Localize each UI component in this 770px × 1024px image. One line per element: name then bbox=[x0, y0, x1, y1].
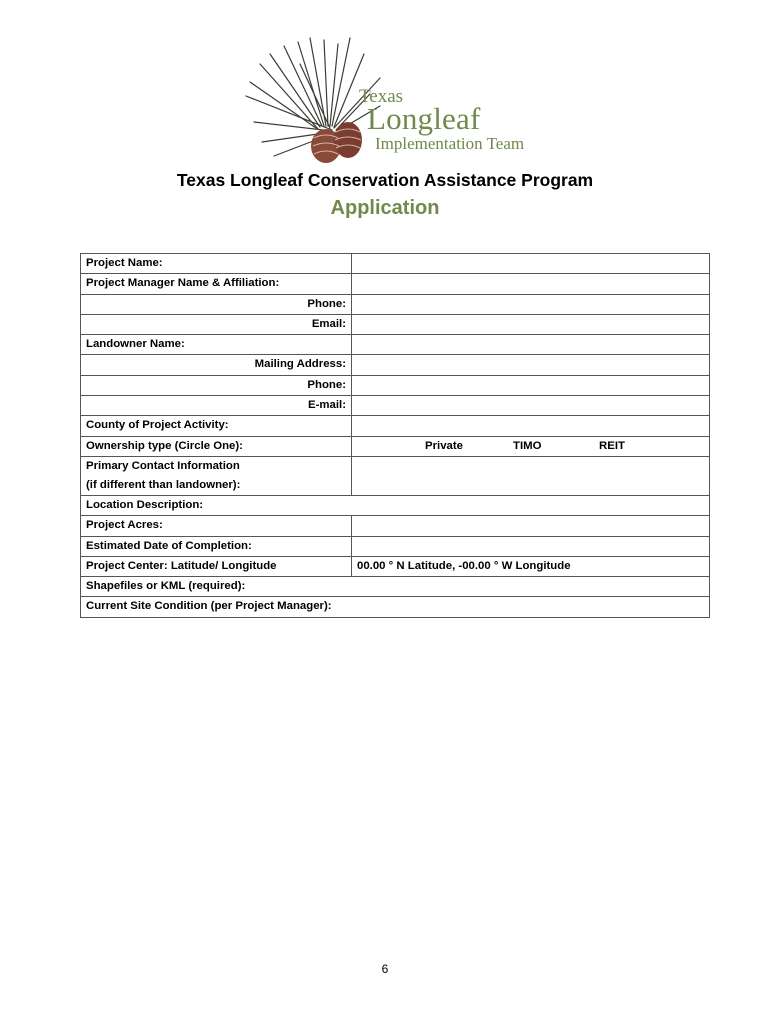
document-subtitle: Application bbox=[330, 197, 440, 219]
table-row bbox=[81, 536, 710, 556]
ownership-option-reit[interactable]: REIT bbox=[599, 439, 625, 452]
shapefiles-cell[interactable] bbox=[81, 577, 710, 597]
project-center-label: Project Center: Latitude/ Longitude bbox=[81, 556, 352, 576]
ownership-type-label: Ownership type (Circle One): bbox=[81, 436, 352, 456]
table-row bbox=[81, 314, 710, 334]
logo-text-longleaf: Longleaf bbox=[367, 101, 481, 136]
county-field[interactable] bbox=[352, 416, 710, 436]
landowner-email-field[interactable] bbox=[352, 396, 710, 416]
ownership-options bbox=[352, 436, 710, 456]
table-row bbox=[81, 396, 710, 416]
pm-email-label: Email: bbox=[81, 314, 352, 334]
table-row bbox=[81, 577, 710, 597]
ownership-option-private[interactable]: Private bbox=[425, 439, 463, 452]
table-row bbox=[81, 556, 710, 576]
table-row bbox=[81, 355, 710, 375]
table-row bbox=[81, 416, 710, 436]
landowner-email-label: E-mail: bbox=[81, 396, 352, 416]
location-description-cell[interactable] bbox=[81, 495, 710, 515]
table-row bbox=[81, 456, 710, 495]
project-acres-label: Project Acres: bbox=[81, 516, 352, 536]
primary-contact-label bbox=[81, 456, 352, 495]
table-row bbox=[81, 495, 710, 515]
landowner-phone-field[interactable] bbox=[352, 375, 710, 395]
table-row bbox=[81, 274, 710, 294]
project-name-field[interactable] bbox=[352, 254, 710, 274]
completion-date-field[interactable] bbox=[352, 536, 710, 556]
application-form-table bbox=[80, 253, 710, 618]
table-row bbox=[81, 597, 710, 617]
pm-phone-label: Phone: bbox=[81, 294, 352, 314]
table-row bbox=[81, 375, 710, 395]
texas-longleaf-logo bbox=[240, 34, 540, 169]
site-condition-label: Current Site Condition (per Project Manager): bbox=[86, 600, 332, 613]
landowner-phone-label: Phone: bbox=[81, 375, 352, 395]
project-name-label: Project Name: bbox=[81, 254, 352, 274]
pm-phone-field[interactable] bbox=[352, 294, 710, 314]
project-center-field[interactable]: 00.00 ° N Latitude, -00.00 ° W Longitude bbox=[352, 556, 710, 576]
table-row bbox=[81, 436, 710, 456]
primary-contact-field[interactable] bbox=[352, 456, 710, 495]
project-manager-label: Project Manager Name & Affiliation: bbox=[81, 274, 352, 294]
landowner-name-label: Landowner Name: bbox=[81, 335, 352, 355]
table-row bbox=[81, 294, 710, 314]
mailing-address-label: Mailing Address: bbox=[81, 355, 352, 375]
county-label: County of Project Activity: bbox=[81, 416, 352, 436]
primary-contact-label-line2: (if different than landowner): bbox=[86, 478, 241, 491]
project-acres-field[interactable] bbox=[352, 516, 710, 536]
logo-text-texas: Texas bbox=[359, 86, 404, 107]
mailing-address-field[interactable] bbox=[352, 355, 710, 375]
site-condition-cell[interactable] bbox=[81, 597, 710, 617]
landowner-name-field[interactable] bbox=[352, 335, 710, 355]
document-title: Texas Longleaf Conservation Assistance Program bbox=[176, 170, 594, 190]
table-row bbox=[81, 254, 710, 274]
ownership-option-timo[interactable]: TIMO bbox=[513, 439, 542, 452]
page-number: 6 bbox=[381, 962, 389, 976]
logo-text-implementation-team: Implementation Team bbox=[375, 134, 525, 153]
location-description-label: Location Description: bbox=[86, 498, 204, 511]
primary-contact-label-line1: Primary Contact Information bbox=[86, 459, 240, 472]
shapefiles-label: Shapefiles or KML (required): bbox=[86, 580, 246, 593]
project-manager-field[interactable] bbox=[352, 274, 710, 294]
completion-date-label: Estimated Date of Completion: bbox=[81, 536, 352, 556]
pm-email-field[interactable] bbox=[352, 314, 710, 334]
table-row bbox=[81, 516, 710, 536]
table-row bbox=[81, 335, 710, 355]
